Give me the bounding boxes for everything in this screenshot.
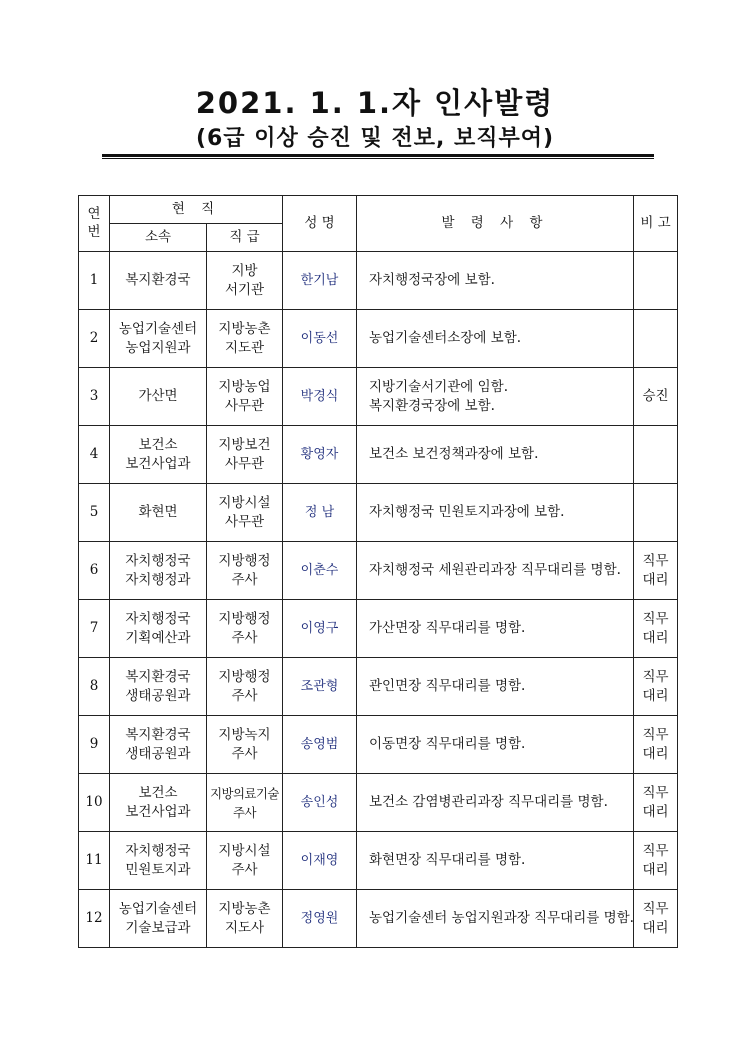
cell-dept-line: 생태공원과 (125, 687, 191, 704)
cell-rank-line: 지방시설 (218, 842, 271, 859)
cell-dept (110, 368, 207, 426)
cell-note (634, 658, 678, 716)
cell-dept (110, 890, 207, 948)
cell-rank (207, 542, 283, 600)
cell-note-line: 직무 (642, 552, 669, 569)
cell-action-line: 자치행정국 민원토지과장에 보함. (369, 504, 565, 520)
cell-name: 이동선 (283, 310, 357, 368)
cell-dept-line: 보건소 (138, 784, 178, 801)
cell-rank-line: 지방농촌 (218, 900, 271, 917)
cell-dept (110, 310, 207, 368)
cell-seq: 2 (79, 310, 110, 368)
header-seq: 연번 (79, 196, 110, 252)
cell-action (357, 832, 634, 890)
cell-dept-line: 보건사업과 (125, 803, 191, 820)
header-name: 성 명 (283, 196, 357, 252)
cell-dept-line: 자치행정국 (125, 842, 191, 859)
table-row (79, 252, 678, 310)
cell-dept-line: 가산면 (138, 388, 178, 404)
cell-action (357, 658, 634, 716)
cell-dept-line: 보건사업과 (125, 455, 191, 472)
cell-dept-line: 기술보급과 (125, 919, 191, 936)
table-row (79, 600, 678, 658)
table-row (79, 542, 678, 600)
cell-note (634, 600, 678, 658)
cell-rank-line: 지방녹지 (218, 726, 271, 743)
cell-note-line: 직무 (642, 726, 669, 743)
cell-dept-line: 보건소 (138, 436, 178, 453)
cell-name: 이영구 (283, 600, 357, 658)
cell-rank-line: 지방시설 (218, 494, 271, 511)
cell-dept-line: 자치행정국 (125, 552, 191, 569)
cell-rank-line: 지방 (231, 262, 258, 279)
table-row (79, 716, 678, 774)
cell-rank-line: 주사 (231, 629, 258, 646)
cell-action (357, 890, 634, 948)
cell-name: 송인성 (283, 774, 357, 832)
cell-rank (207, 774, 283, 832)
table-row (79, 310, 678, 368)
cell-rank (207, 368, 283, 426)
cell-seq: 9 (79, 716, 110, 774)
subtitle-underline (102, 154, 654, 157)
subtitle-underline-thin (102, 158, 654, 159)
cell-rank-line: 지방농촌 (218, 320, 271, 337)
cell-action (357, 542, 634, 600)
cell-note (634, 542, 678, 600)
cell-rank (207, 658, 283, 716)
cell-rank-line: 주사 (231, 571, 258, 588)
cell-note-line: 대리 (642, 687, 669, 704)
cell-note-line: 대리 (642, 571, 669, 588)
cell-note-line: 직무 (642, 900, 669, 917)
cell-action-line: 자치행정국 세원관리과장 직무대리를 명함. (369, 562, 621, 578)
cell-dept-line: 농업기술센터 (118, 900, 198, 917)
cell-dept-line: 민원토지과 (125, 861, 191, 878)
cell-note-line: 직무 (642, 668, 669, 685)
cell-note-line: 승진 (642, 388, 669, 404)
cell-note (634, 310, 678, 368)
cell-name: 한기남 (283, 252, 357, 310)
cell-action-line: 보건소 감염병관리과장 직무대리를 명함. (369, 794, 608, 810)
cell-action-line: 농업기술센터소장에 보함. (369, 330, 522, 346)
cell-seq: 6 (79, 542, 110, 600)
cell-rank-line: 지방행정 (218, 552, 271, 569)
cell-rank-line: 주사 (231, 861, 258, 878)
table-body (79, 252, 678, 948)
cell-dept (110, 542, 207, 600)
cell-rank (207, 484, 283, 542)
cell-rank-line: 지방보건 (218, 436, 271, 453)
cell-dept-line: 복지환경국 (125, 668, 191, 685)
table-row (79, 890, 678, 948)
cell-rank (207, 426, 283, 484)
cell-action (357, 600, 634, 658)
cell-rank-line: 지방행정 (218, 668, 271, 685)
cell-seq: 3 (79, 368, 110, 426)
cell-rank (207, 890, 283, 948)
cell-note-line: 대리 (642, 803, 669, 820)
header-dept: 소속 (110, 224, 207, 252)
cell-name: 송영범 (283, 716, 357, 774)
cell-name: 이춘수 (283, 542, 357, 600)
table-row (79, 658, 678, 716)
cell-seq: 7 (79, 600, 110, 658)
document-title: 2021. 1. 1.자 인사발령 (195, 86, 555, 120)
cell-rank (207, 252, 283, 310)
cell-name: 정영원 (283, 890, 357, 948)
cell-rank-line: 사무관 (224, 397, 265, 414)
table-row (79, 484, 678, 542)
cell-note (634, 832, 678, 890)
cell-note (634, 252, 678, 310)
cell-note-line: 대리 (642, 861, 669, 878)
cell-seq: 10 (79, 774, 110, 832)
cell-action (357, 426, 634, 484)
cell-action (357, 716, 634, 774)
cell-seq: 1 (79, 252, 110, 310)
cell-rank-line: 사무관 (224, 455, 265, 472)
cell-note-line: 직무 (642, 610, 669, 627)
cell-name: 황영자 (283, 426, 357, 484)
cell-dept (110, 600, 207, 658)
cell-action-line: 이동면장 직무대리를 명함. (369, 736, 526, 752)
cell-dept-line: 농업기술센터 (118, 320, 198, 337)
header-note: 비 고 (634, 196, 678, 252)
cell-rank-line: 지도사 (224, 919, 265, 936)
cell-dept (110, 774, 207, 832)
cell-note (634, 774, 678, 832)
cell-rank-line: 지방행정 (218, 610, 271, 627)
personnel-table (78, 195, 678, 948)
cell-rank-line: 지방의료기술 (210, 785, 279, 801)
cell-seq: 12 (79, 890, 110, 948)
cell-dept (110, 426, 207, 484)
cell-seq: 8 (79, 658, 110, 716)
cell-dept (110, 832, 207, 890)
cell-note (634, 426, 678, 484)
cell-note (634, 368, 678, 426)
cell-note-line: 대리 (642, 919, 669, 936)
cell-rank-line: 지도관 (224, 339, 265, 356)
table-row (79, 774, 678, 832)
cell-action-line: 자치행정국장에 보함. (369, 272, 495, 288)
cell-action (357, 368, 634, 426)
cell-note (634, 484, 678, 542)
table-row (79, 368, 678, 426)
header-action: 발 령 사 항 (357, 196, 634, 252)
cell-note-line: 직무 (642, 784, 669, 801)
cell-dept-line: 화현면 (138, 504, 178, 520)
cell-seq: 11 (79, 832, 110, 890)
cell-name: 조관형 (283, 658, 357, 716)
cell-dept-line: 복지환경국 (125, 272, 191, 288)
table-row (79, 832, 678, 890)
cell-dept-line: 복지환경국 (125, 726, 191, 743)
cell-note-line: 대리 (642, 629, 669, 646)
cell-action (357, 252, 634, 310)
cell-rank (207, 716, 283, 774)
cell-dept-line: 농업지원과 (125, 339, 191, 356)
cell-dept (110, 658, 207, 716)
cell-rank-line: 주사 (231, 687, 258, 704)
cell-action (357, 774, 634, 832)
header-rank: 직 급 (207, 224, 283, 252)
cell-action-line: 지방기술서기관에 임함. (369, 378, 508, 395)
cell-rank-line: 주사 (233, 804, 256, 820)
cell-note-line: 직무 (642, 842, 669, 859)
cell-name: 박경식 (283, 368, 357, 426)
cell-action-line: 보건소 보건정책과장에 보함. (369, 446, 539, 462)
cell-note-line: 대리 (642, 745, 669, 762)
table-row (79, 426, 678, 484)
cell-dept-line: 자치행정국 (125, 610, 191, 627)
cell-dept (110, 716, 207, 774)
cell-name: 정 남 (283, 484, 357, 542)
cell-dept (110, 252, 207, 310)
cell-note (634, 716, 678, 774)
cell-rank-line: 사무관 (224, 513, 265, 530)
cell-rank (207, 600, 283, 658)
cell-dept-line: 기획예산과 (125, 629, 191, 646)
cell-rank (207, 832, 283, 890)
cell-rank-line: 주사 (231, 745, 258, 762)
cell-dept (110, 484, 207, 542)
cell-seq: 5 (79, 484, 110, 542)
cell-action-line: 화현면장 직무대리를 명함. (369, 852, 526, 868)
cell-rank-line: 지방농업 (218, 378, 271, 395)
cell-rank (207, 310, 283, 368)
cell-dept-line: 자치행정과 (125, 571, 191, 588)
cell-seq: 4 (79, 426, 110, 484)
header-current-position: 현 직 (110, 196, 283, 224)
cell-note (634, 890, 678, 948)
cell-dept-line: 생태공원과 (125, 745, 191, 762)
cell-action-line: 농업기술센터 농업지원과장 직무대리를 명함. (369, 910, 634, 926)
cell-name: 이재영 (283, 832, 357, 890)
cell-action (357, 484, 634, 542)
cell-action-line: 복지환경국장에 보함. (369, 397, 495, 414)
cell-action (357, 310, 634, 368)
cell-rank-line: 서기관 (224, 281, 265, 298)
cell-action-line: 가산면장 직무대리를 명함. (369, 620, 526, 636)
document-subtitle: (6급 이상 승진 및 전보, 보직부여) (195, 126, 555, 151)
cell-action-line: 관인면장 직무대리를 명함. (369, 678, 526, 694)
